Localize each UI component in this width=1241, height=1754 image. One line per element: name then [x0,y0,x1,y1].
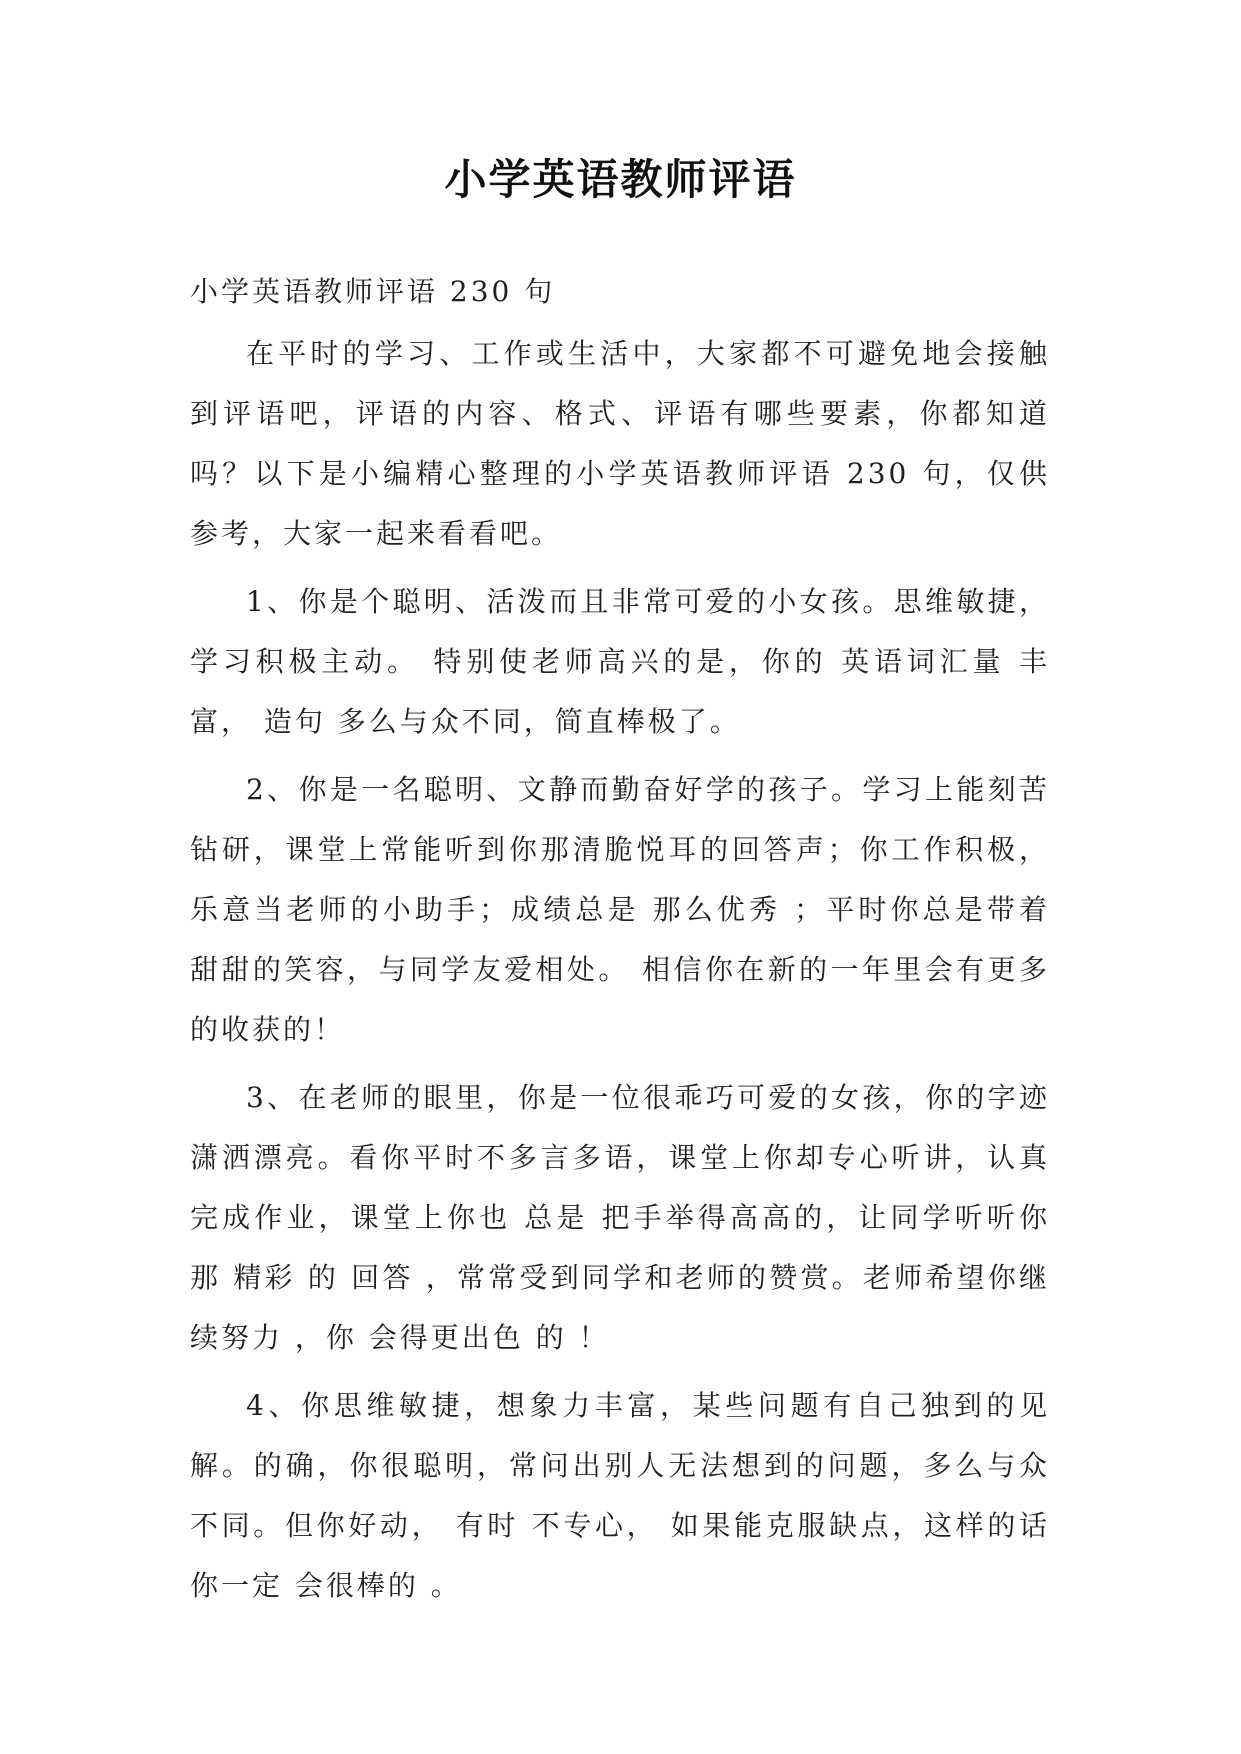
document-subtitle: 小学英语教师评语 230 句 [190,275,556,308]
comment-paragraph-4: 4、你思维敏捷，想象力丰富，某些问题有自己独到的见解。的确，你很聪明，常问出别人无法想到的问题，多么与众不同。但你好动， 有时 不专心， 如果能克服缺点，这样的话你一定 会很棒的 。 [190,1389,1050,1602]
document-body [190,262,1050,1624]
comment-paragraph-3: 3、在老师的眼里，你是一位很乖巧可爱的女孩，你的字迹潇洒漂亮。看你平时不多言多语，课堂上你却专心听讲，认真完成作业，课堂上你也 总是 把手举得高高的，让同学听听你那 精彩 的 回答 ，常常受到同学和老师的赞赏。老师希望你继续努力 ，你 会得更出色 的 ！ [190,1081,1050,1354]
comment-paragraph-1: 1、你是个聪明、活泼而且非常可爱的小女孩。思维敏捷， 学习积极主动。 特别使老师高兴的是，你的 英语词汇量 丰富， 造句 多么与众不同，简直棒极了。 [190,585,1050,738]
document-title: 小学英语教师评语 [444,155,797,204]
comment-paragraph-2: 2、你是一名聪明、文静而勤奋好学的孩子。学习上能刻苦钻研，课堂上常能听到你那清脆悦耳的回答声；你工作积极，乐意当老师的小助手；成绩总是 那么优秀 ；平时你总是带着甜甜的笑容，与同学友爱相处。 相信你在新的一年里会有更多的收获的！ [190,773,1050,1046]
intro-paragraph: 在平时的学习、工作或生活中，大家都不可避免地会接触到评语吧，评语的内容、格式、评语有哪些要素，你都知道吗？以下是小编精心整理的小学英语教师评语 230 句，仅供参考，大家一起来看看吧。 [190,337,1050,550]
